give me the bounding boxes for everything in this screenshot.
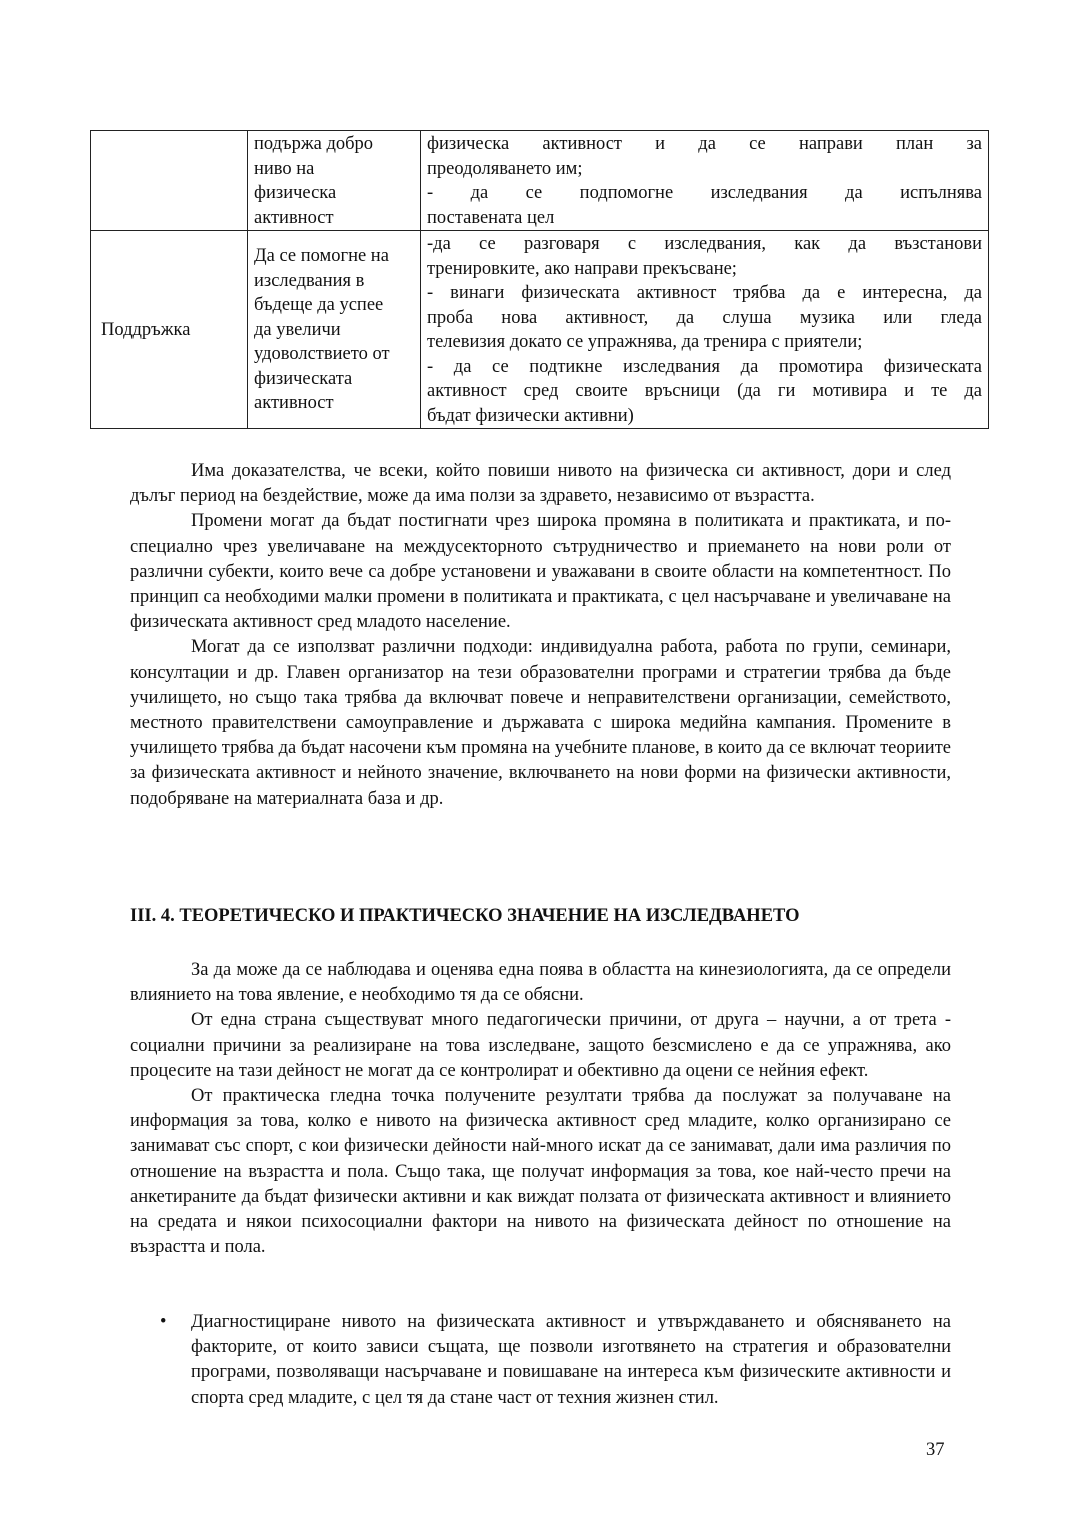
cell-text-line: бъдат физически активни) (427, 405, 634, 426)
cell-text-line: Да се помогне на (254, 246, 389, 267)
cell-text-line: изследвания в (254, 270, 365, 291)
cell-text-line: - да се подпомогне изследвания да испълнява (427, 183, 982, 203)
paragraph: От една страна съществуват много педагогически причини, от друга – научни, а от трета - социални причини за реализиране на това изследване, защото безсмислено е да се упражнява, ако процесите на тази дейност не могат да се контролират и обективно да оцени се нейния ефект. (130, 1010, 951, 1081)
paragraph: Могат да се използват различни подходи: индивидуална работа, работа по групи, семинари, консултации и др. Главен организатор на тези образователни програми и стратегии трябва да бъде училището, но също така трябва да включват повече и неправителствени организации, семейството, местното правителствени самоуправление и държавата с широка медийна кампания. Промените в училището трябва да бъдат насочени към промяна на учебните планове, в които да се включат теориите за физическата активност и нейното значение, включването на нови форми на физически активности, подобряване на материалната база и др. (130, 637, 951, 809)
cell-text-line: да увеличи (254, 319, 341, 340)
cell-text-line: проба нова активност, да слуша музика или гледа (427, 307, 982, 328)
cell-text-line: - да се подтикне изследвания да промотира физическата (427, 356, 982, 377)
cell-text-line: -да се разговаря с изследвания, как да възстанови (427, 234, 982, 254)
cell-text-line: активност сред своите връсници (да ги мотивира и те да (427, 381, 982, 401)
cell-text-line: - винаги физическата активност трябва да е интересна, да (427, 283, 982, 303)
table-cell-goal (248, 131, 421, 231)
section-heading: III. 4. ТЕОРЕТИЧЕСКО И ПРАКТИЧЕСКО ЗНАЧЕНИЕ НА ИЗСЛЕДВАНЕТО (130, 906, 800, 926)
cell-text-line: удоволствието от (254, 344, 390, 365)
cell-text-line: поставената цел (427, 207, 555, 228)
cell-text-line: физическата (254, 368, 353, 389)
bullet-icon: • (160, 1312, 167, 1332)
cell-text-line: телевизия докато се упражнява, да тренира с приятели; (427, 332, 863, 352)
table-cell-actions (421, 231, 989, 429)
paragraph: Промени могат да бъдат постигнати чрез широка промяна в политиката и практиката, и по-специално чрез увеличаване на междусекторното сътрудничество и приемането на нови роли от различни субекти, които вече са добре установени и уважавани в своите области на компетентност. По принцип са необходими малки промени в политиката и практиката, с цел насърчаване и увеличаване на физическата активност сред младото население. (130, 511, 951, 633)
paragraph: От практическа гледна точка получените резултати трябва да послужат за получаване на информация за това, колко е нивото на физическа активност сред младите, колко организирано се занимават със спорт, с кои физически дейности най-много искат да се занимават, дали има различия по отношение на възрастта и пола. Също така, ще получат информация за това, кое най-често пречи на анкетираните да бъдат физически активни и как виждат ползата от физическата активност и влиянието на средата и някои психосоциални фактори на нивото на физическата дейност по отношение на възрастта и пола. (130, 1086, 951, 1258)
table-row (91, 231, 989, 429)
cell-text-line: бъдеще да успее (254, 295, 384, 316)
cell-text-line: подържа добро (254, 134, 374, 154)
body-text-after (130, 958, 951, 1260)
cell-text-line: активност (254, 393, 334, 414)
table-cell-actions (421, 131, 989, 231)
table-row (91, 131, 989, 231)
table-cell-stage (91, 131, 248, 231)
cell-text-line: ниво на (254, 158, 315, 179)
body-text-before (130, 459, 951, 812)
bullet-text: Диагностициране нивото на физическата активност и утвърждаването и обясняването на факторите, от които зависи същата, ще позволи изготвянето на стратегия и образователни програми, позволяващи насърчаване и повишаване на интереса към физическите активности и спорта сред младите, с цел тя да стане част от техния жизнен стил. (191, 1312, 951, 1408)
paragraph: За да може да се наблюдава и оценява една поява в областта на кинезиологията, да се определи влиянието на това явление, е необходимо тя да се обясни. (130, 960, 951, 1006)
bullet-item (160, 1310, 951, 1411)
page-number: 37 (926, 1440, 945, 1460)
paragraph: Има доказателства, че всеки, който повиши нивото на физическа си активност, дори и след дълъг период на бездействие, може да има ползи за здравето, независимо от възрастта. (130, 461, 951, 507)
table-cell-stage: Поддръжка (91, 231, 248, 429)
cell-text-line: физическа активност и да се направи план за (427, 134, 982, 154)
cell-text-line: тренировките, ако направи прекъсване; (427, 258, 737, 279)
table-cell-goal (248, 231, 421, 429)
cell-text-line: активност (254, 207, 334, 228)
strategy-table (90, 130, 989, 429)
cell-text-line: физическа (254, 183, 337, 203)
cell-text-line: преодоляването им; (427, 158, 583, 179)
